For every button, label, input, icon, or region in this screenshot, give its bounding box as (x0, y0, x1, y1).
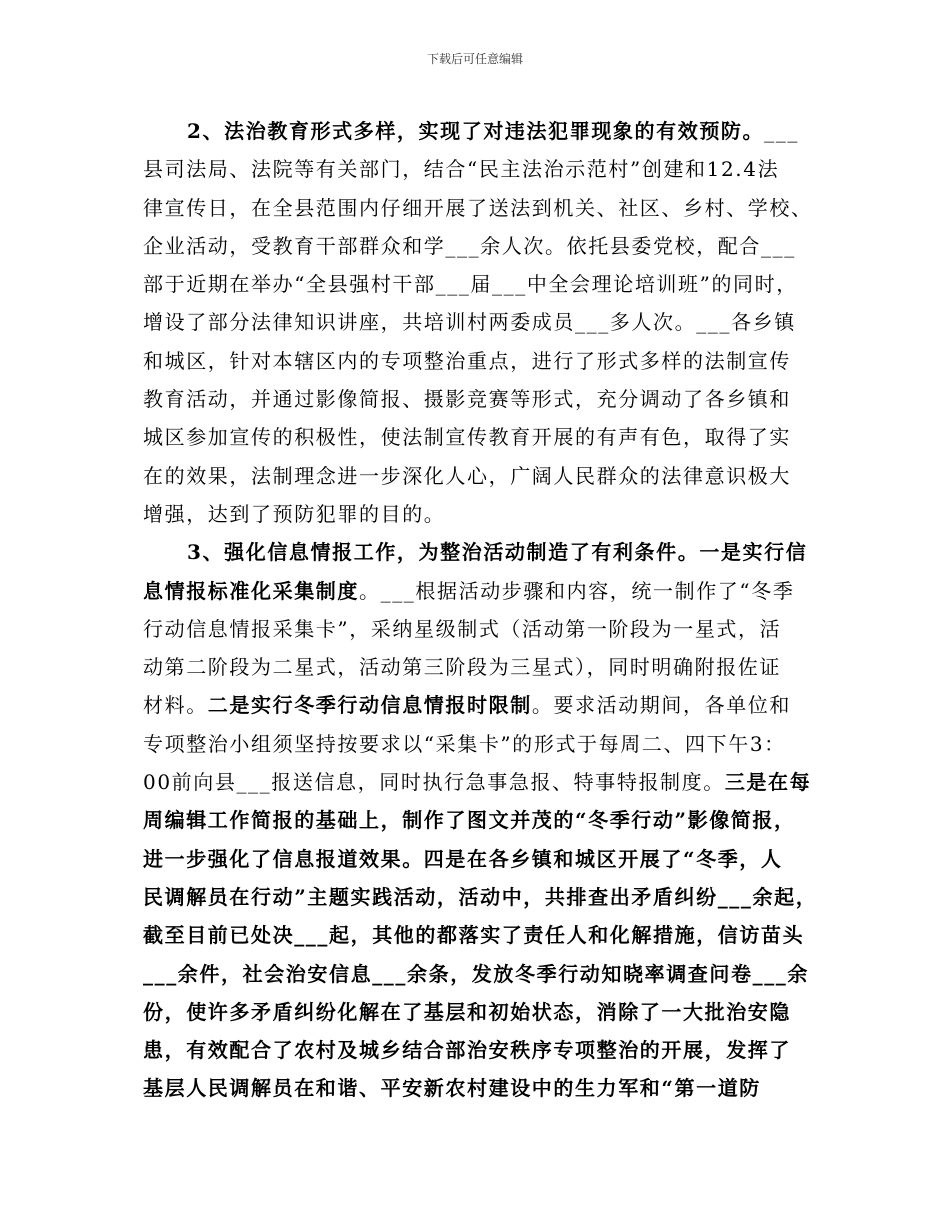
text-segment: 材料。 (143, 693, 208, 718)
document-body (143, 112, 823, 1108)
text-line (143, 112, 823, 150)
text-line (143, 840, 823, 878)
bold-text-segment: 3、强化信息情报工作，为整治活动制造了有利条件。一是实行信 (187, 540, 808, 565)
text-segment: 增强，达到了预防犯罪的目的。 (143, 501, 446, 526)
text-line (143, 265, 823, 303)
text-line (143, 495, 823, 533)
text-line (143, 380, 823, 418)
text-line (143, 686, 823, 724)
text-segment: 部于近期在举办“全县强村干部___届___中全会理论培训班”的同时， (143, 272, 798, 297)
bold-text-segment: 三是在每 (724, 770, 812, 795)
text-line (143, 303, 823, 341)
text-line (143, 189, 823, 227)
text-line (143, 993, 823, 1031)
bold-text-segment: 民调解员在行动”主题实践活动，活动中，共排查出矛盾纠纷___余起， (143, 884, 818, 909)
text-segment: 县司法局、法院等有关部门，结合“民主法治示范村”创建和12.4法 (143, 157, 780, 182)
text-line (143, 1031, 823, 1069)
text-line (143, 801, 823, 839)
text-segment: 企业活动，受教育干部群众和学___余人次。依托县委党校，配合___ (143, 233, 796, 258)
text-line (143, 227, 823, 265)
text-line (143, 1069, 823, 1107)
text-line (143, 457, 823, 495)
text-line (143, 763, 823, 801)
page-header-note: 下载后可任意编辑 (426, 52, 523, 66)
bold-text-segment: 进一步强化了信息报道效果。四是在各乡镇和城区开展了“冬季，人 (143, 846, 783, 871)
bold-text-segment: 周编辑工作简报的基础上，制作了图文并茂的“冬季行动”影像简报， (143, 808, 796, 833)
text-line (143, 150, 823, 188)
bold-text-segment: ___余件，社会治安信息___余条，发放冬季行动知晓率调查问卷___余 (143, 961, 809, 986)
bold-text-segment: 2、法治教育形式多样，实现了对违法犯罪现象的有效预防。 (187, 119, 765, 143)
text-segment: 动第二阶段为二星式，活动第三阶段为三星式），同时明确附报佐证 (143, 655, 781, 680)
bold-text-segment: 基层人民调解员在和谐、平安新农村建设中的生力军和“第一道防 (143, 1076, 761, 1101)
text-line (143, 418, 823, 456)
text-line (143, 725, 823, 763)
text-segment: 00前向县___报送信息，同时执行急事急报、特事特报制度。 (143, 770, 725, 795)
text-segment: ___ (764, 119, 799, 143)
bold-text-segment: 患，有效配合了农村及城乡结合部治安秩序专项整治的开展，发挥了 (143, 1038, 791, 1063)
text-line (143, 533, 823, 571)
text-segment: 和城区，针对本辖区内的专项整治重点，进行了形式多样的法制宣传 (143, 348, 791, 373)
text-line (143, 916, 823, 954)
text-segment: 在的效果，法制理念进一步深化人心，广阔人民群众的法律意识极大 (143, 463, 791, 488)
text-line (143, 878, 823, 916)
bold-text-segment: 份，使许多矛盾纠纷化解在了基层和初始状态，消除了一大批治安隐 (143, 999, 791, 1024)
text-line (143, 955, 823, 993)
text-line (143, 572, 823, 610)
text-segment: 增设了部分法律知识讲座，共培训村两委成员___多人次。___各乡镇 (143, 310, 796, 335)
text-segment: 专项整治小组须坚持按要求以“采集卡”的形式于每周二、四下午3： (143, 731, 786, 756)
bold-text-segment: 截至目前已处决___起，其他的都落实了责任人和化解措施，信访苗头 (143, 923, 805, 948)
text-segment: 行动信息情报采集卡”，采纳星级制式（活动第一阶段为一星式，活 (143, 616, 782, 641)
text-line (143, 648, 823, 686)
text-segment: 教育活动，并通过影像简报、摄影竞赛等形式，充分调动了各乡镇和 (143, 387, 791, 412)
text-line (143, 610, 823, 648)
text-segment: 城区参加宣传的积极性，使法制宣传教育开展的有声有色，取得了实 (143, 425, 791, 450)
text-segment: 。___根据活动步骤和内容，统一制作了“冬季 (359, 578, 795, 603)
text-segment: 。要求活动期间，各单位和 (531, 693, 792, 718)
text-line (143, 342, 823, 380)
text-segment: 律宣传日，在全县范围内仔细开展了送法到机关、社区、乡村、学校、 (143, 195, 813, 220)
bold-text-segment: 息情报标准化采集制度 (143, 578, 359, 603)
bold-text-segment: 二是实行冬季行动信息情报时限制 (207, 693, 532, 718)
